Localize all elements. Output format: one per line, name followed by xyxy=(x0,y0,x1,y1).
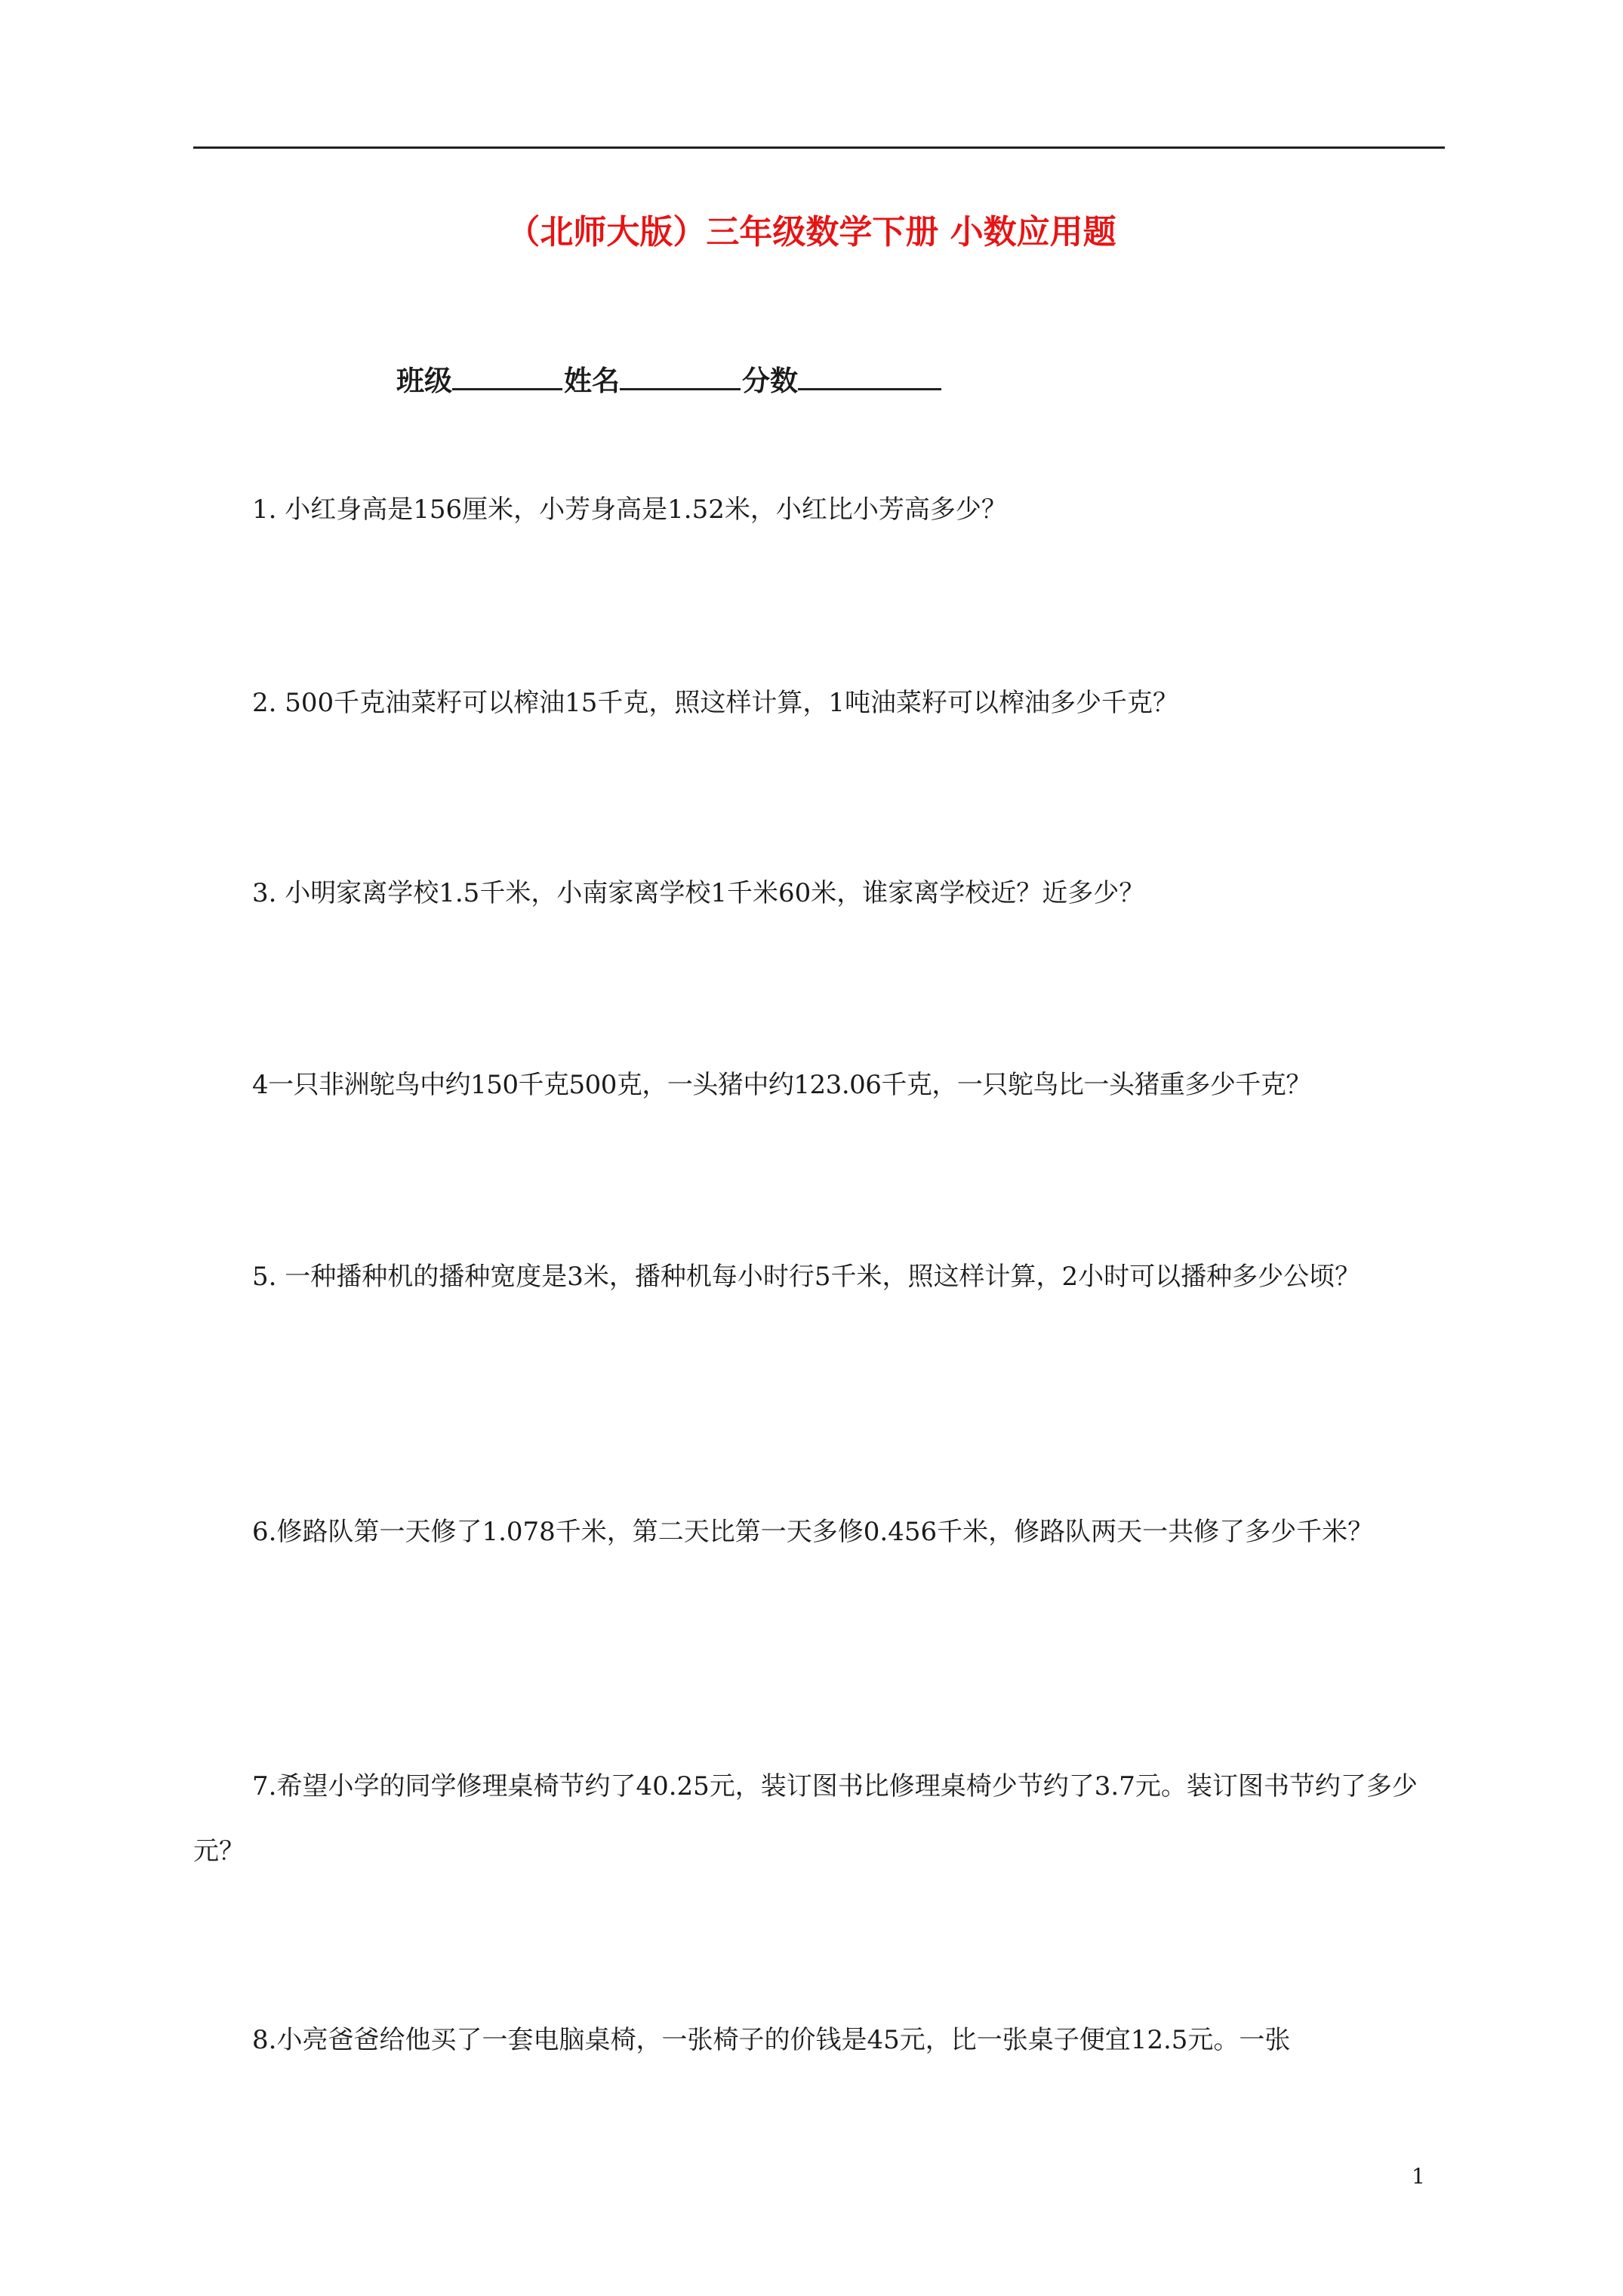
header-rule xyxy=(193,146,1445,149)
class-label: 班级 xyxy=(396,365,452,397)
score-label: 分数 xyxy=(742,365,798,397)
question-7: 7.希望小学的同学修理桌椅节约了40.25元，装订图书比修理桌椅少节约了3.7元。装订图书节约了多少元？ xyxy=(193,1771,1418,1866)
name-label: 姓名 xyxy=(564,365,620,397)
question-3: 3. 小明家离学校1.5千米，小南家离学校1千米60米，谁家离学校近？近多少？ xyxy=(252,878,1145,908)
page-title: （北师大版）三年级数学下册 小数应用题 xyxy=(507,213,1116,251)
student-info-line xyxy=(396,361,943,400)
name-blank[interactable] xyxy=(620,361,741,390)
class-blank[interactable] xyxy=(452,361,562,390)
score-blank[interactable] xyxy=(798,361,941,390)
question-5: 5. 一种播种机的播种宽度是3米，播种机每小时行5千米，照这样计算，2小时可以播种多少公顷？ xyxy=(252,1262,1361,1292)
question-4: 4一只非洲鸵鸟中约150千克500克，一头猪中约123.06千克，一只鸵鸟比一头猪重多少千克？ xyxy=(252,1070,1311,1100)
page-number: 1 xyxy=(1412,2164,1425,2189)
question-6: 6.修路队第一天修了1.078千米，第二天比第一天多修0.456千米，修路队两天一共修了多少千米？ xyxy=(252,1517,1374,1547)
question-8: 8.小亮爸爸给他买了一套电脑桌椅，一张椅子的价钱是45元，比一张桌子便宜12.5元。一张 xyxy=(252,2025,1291,2055)
question-1: 1. 小红身高是156厘米，小芳身高是1.52米，小红比小芳高多少？ xyxy=(252,495,1007,525)
question-2: 2. 500千克油菜籽可以榨油15千克，照这样计算，1吨油菜籽可以榨油多少千克？ xyxy=(252,688,1179,718)
